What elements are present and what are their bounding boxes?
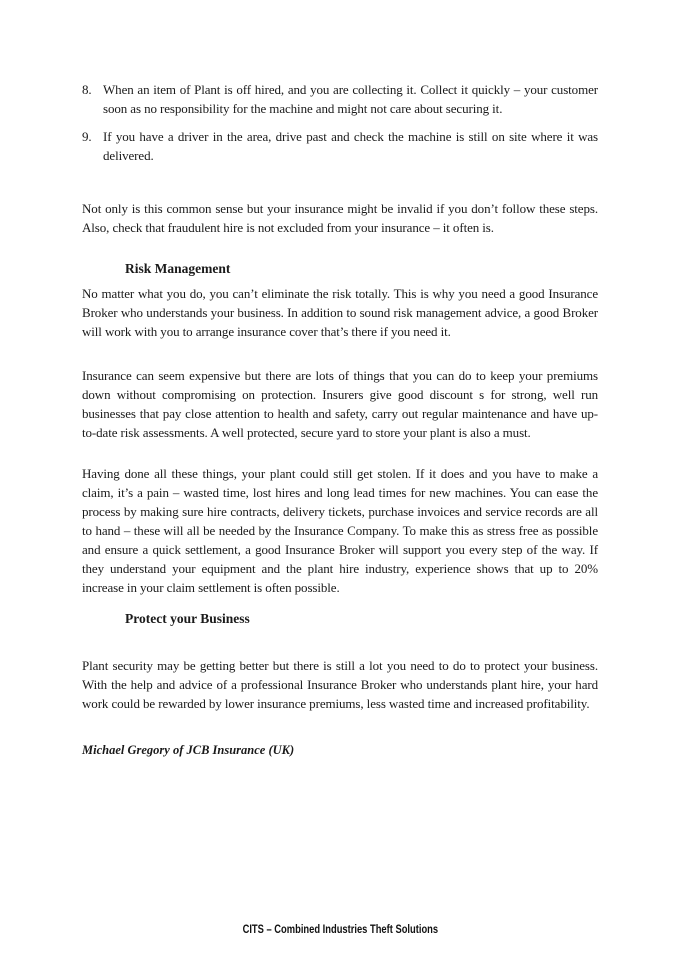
footer-text: CITS – Combined Industries Theft Solutions — [242, 922, 438, 936]
paragraph-insurance-expensive: Insurance can seem expensive but there are lots of things that you can do to keep your premiums down without compromising on protection. Insurers give good discount s for strong, well run businesses that pay close attention to health and safety, carry out regular maintenance and have up-to-date risk assessments. A well protected, secure yard to store your plant is also a must. — [82, 368, 598, 440]
section-heading-protect-business: Protect your Business — [125, 611, 250, 626]
section-heading-risk-management: Risk Management — [125, 261, 231, 276]
list-item-number: 9. — [82, 129, 92, 144]
list-item-number: 8. — [82, 82, 92, 97]
paragraph-no-matter: No matter what you do, you can’t eliminate the risk totally. This is why you need a good Insurance Broker who understands your business. In addition to sound risk management advice, a good Broker will work with you to arrange insurance cover that’s there if you need it. — [82, 286, 598, 339]
list-item-8 — [82, 80, 598, 118]
author-signature: Michael Gregory of JCB Insurance (UK) — [82, 743, 295, 757]
page-footer — [0, 920, 680, 938]
paragraph-plant-security: Plant security may be getting better but there is still a lot you need to do to protect your business. With the help and advice of a professional Insurance Broker who understands plant hire, your hard work could be rewarded by lower insurance premiums, less wasted time and increased profitability. — [82, 658, 598, 711]
list-item-text: When an item of Plant is off hired, and you are collecting it. Collect it quickly – your customer soon as no responsibility for the machine and might not care about securing it. — [103, 82, 598, 116]
document-body — [82, 0, 598, 773]
list-item-text: If you have a driver in the area, drive past and check the machine is still on site where it was delivered. — [103, 129, 598, 163]
paragraph-common-sense: Not only is this common sense but your insurance might be invalid if you don’t follow these steps. Also, check that fraudulent hire is not excluded from your insurance – it often is. — [82, 201, 598, 235]
paragraph-having-done: Having done all these things, your plant could still get stolen. If it does and you have to make a claim, it’s a pain – wasted time, lost hires and long lead times for new machines. You can ease the process by making sure hire contracts, delivery tickets, purchase invoices and service records are all to hand – these will all be needed by the Insurance Company. To make this as stress free as possible and ensure a quick settlement, a good Insurance Broker will support you every step of the way. If they understand your equipment and the plant hire industry, experience shows that up to 20% increase in your claim settlement is often possible. — [82, 466, 598, 595]
list-item-9 — [82, 127, 598, 165]
